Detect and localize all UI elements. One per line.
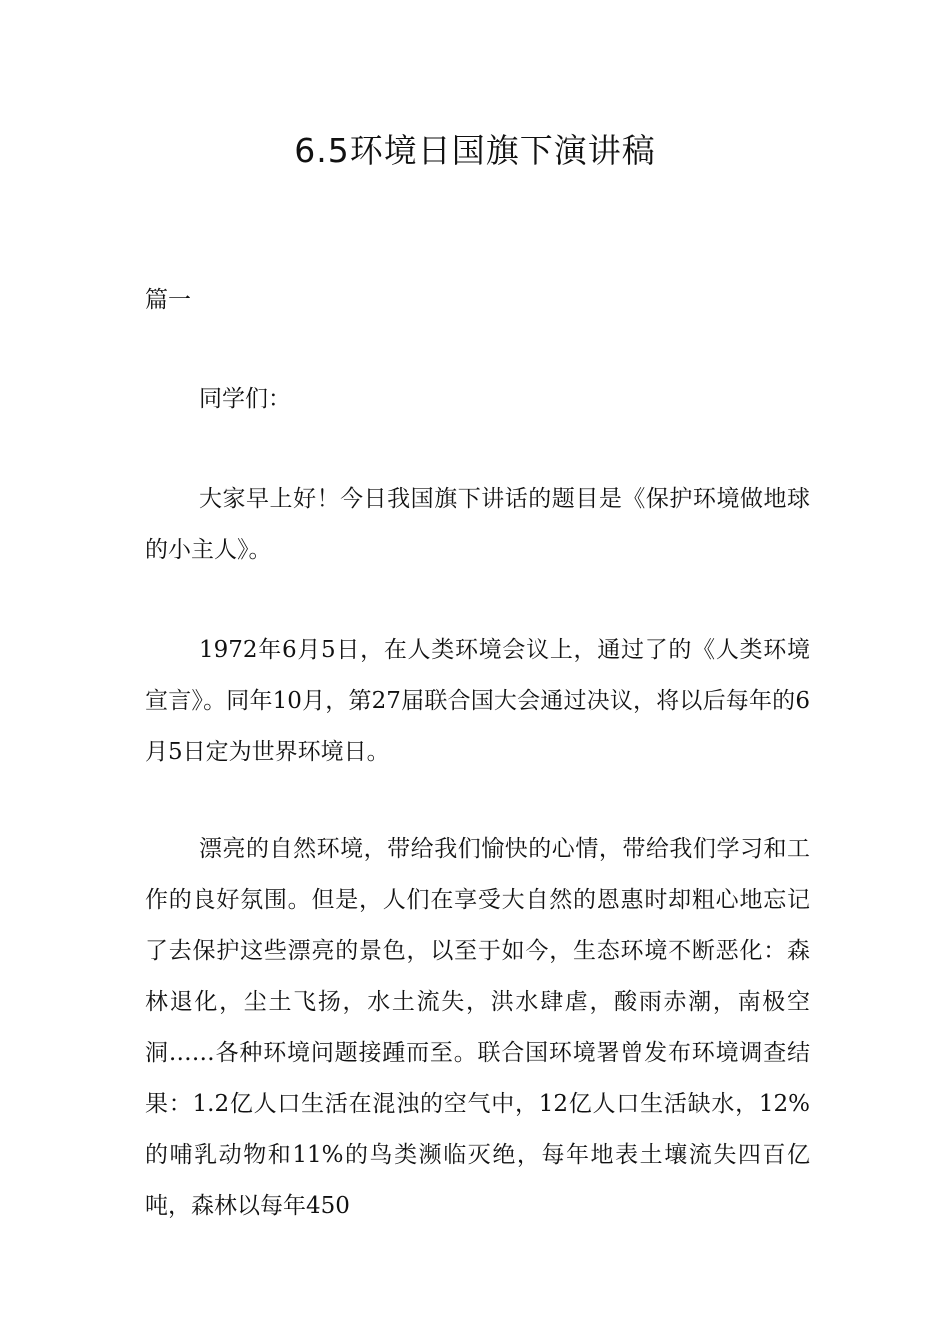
paragraph-opening: 大家早上好！今日我国旗下讲话的题目是《保护环境做地球的小主人》。 bbox=[145, 486, 810, 563]
section-label: 篇一 bbox=[145, 287, 191, 313]
document-title: 6.5环境日国旗下演讲稿 bbox=[294, 131, 656, 170]
paragraph-environment: 漂亮的自然环境，带给我们愉快的心情，带给我们学习和工作的良好氛围。但是，人们在享受大自然的恩惠时却粗心地忘记了去保护这些漂亮的景色，以至于如今，生态环境不断恶化：森林退化，尘土飞扬，水土流失，洪水肆虐，酸雨赤潮，南极空洞……各种环境问题接踵而至。联合国环境署曾发布环境调查结果：1.2亿人口生活在混浊的空气中，12亿人口生活缺水，12%的哺乳动物和11%的鸟类濒临灭绝，每年地表土壤流失四百亿吨，森林以每年450 bbox=[145, 836, 810, 1219]
greeting-paragraph: 同学们： bbox=[199, 386, 291, 412]
paragraph-history: 1972年6月5日，在人类环境会议上，通过了的《人类环境宣言》。同年10月，第27届联合国大会通过决议，将以后每年的6月5日定为世界环境日。 bbox=[145, 637, 810, 765]
